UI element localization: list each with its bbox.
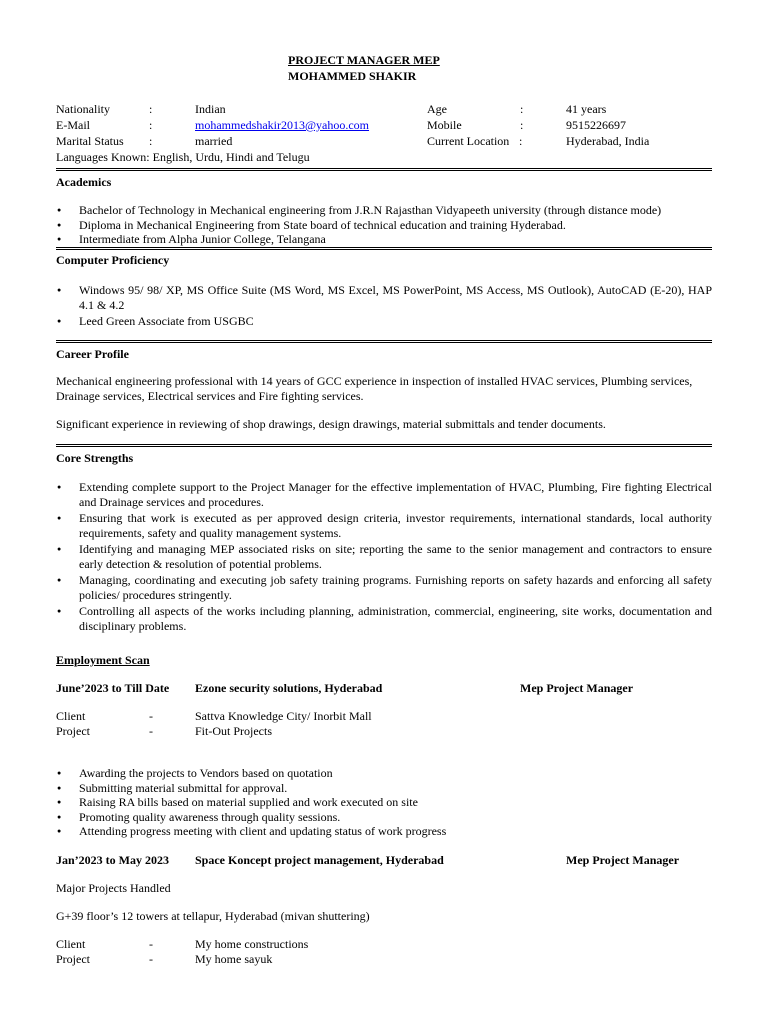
list-item: ● Diploma in Mechanical Engineering from State board of technical education and training Hyderabad. bbox=[56, 218, 712, 233]
projects-heading: Major Projects Handled bbox=[56, 881, 171, 895]
job-period: Jan’2023 to May 2023 bbox=[56, 853, 169, 867]
mobile-label: Mobile bbox=[427, 118, 462, 132]
job-company: Space Koncept project management, Hyderabad bbox=[195, 853, 444, 867]
detail-row bbox=[56, 724, 712, 739]
list-item: ● Identifying and managing MEP associated risks on site; reporting the same to the senior management and contractors to ensure early detection & resolution of potential problems. bbox=[56, 542, 712, 571]
duties-list bbox=[56, 766, 712, 839]
job-period: June’2023 to Till Date bbox=[56, 681, 170, 695]
academics-heading: Academics bbox=[56, 175, 112, 189]
list-item: ● Extending complete support to the Project Manager for the effective implementation of HVAC, Plumbing, Fire fighting Electrical and Drainage services and procedures. bbox=[56, 480, 712, 509]
marital-sep: : bbox=[149, 134, 153, 148]
strengths-heading: Core Strengths bbox=[56, 451, 134, 465]
nationality-value: Indian bbox=[195, 102, 226, 116]
job-details bbox=[56, 709, 712, 738]
location-sep: : bbox=[519, 134, 523, 148]
career-paragraph: Mechanical engineering professional with 14 years of GCC experience in inspection of installed HVAC services, Plumbing services, Drainage services, Electrical services and Fire fighting services. bbox=[56, 374, 693, 403]
computer-list bbox=[56, 283, 712, 331]
personal-row bbox=[56, 133, 712, 149]
job-role: Mep Project Manager bbox=[566, 853, 680, 867]
list-item: ● Managing, coordinating and executing job safety training programs. Furnishing reports on safety hazards and enforcing all safety policies/ procedures stringently. bbox=[56, 573, 712, 602]
project-sep: - bbox=[149, 723, 153, 738]
list-item: ● Windows 95/ 98/ XP, MS Office Suite (MS Word, MS Excel, MS PowerPoint, MS Access, MS Outlook), AutoCAD (E-20), HAP 4.1 & 4.2 bbox=[56, 283, 712, 312]
academics-list bbox=[56, 203, 712, 247]
list-item: ● Intermediate from Alpha Junior College, Telangana bbox=[56, 232, 712, 247]
list-item: ● Awarding the projects to Vendors based on quotation bbox=[56, 766, 712, 781]
project-label: Project bbox=[56, 723, 90, 738]
list-item: ● Ensuring that work is executed as per approved design criteria, investor requirements, international standards, local authority requirements, safety and quality management systems. bbox=[56, 511, 712, 540]
job-role: Mep Project Manager bbox=[520, 681, 634, 695]
career-paragraph: Significant experience in reviewing of shop drawings, design drawings, material submittals and tender documents. bbox=[56, 417, 606, 431]
section-divider bbox=[56, 340, 712, 343]
project-label: Project bbox=[56, 951, 90, 966]
mobile-value: 9515226697 bbox=[566, 118, 626, 132]
languages: Languages Known: English, Urdu, Hindi and Telugu bbox=[56, 150, 310, 164]
personal-row bbox=[56, 101, 712, 117]
mobile-sep: : bbox=[520, 118, 524, 132]
section-divider bbox=[56, 247, 712, 250]
list-item: ● Raising RA bills based on material supplied and work executed on site bbox=[56, 795, 712, 810]
location-label: Current Location bbox=[427, 134, 510, 148]
list-item: ● Promoting quality awareness through quality sessions. bbox=[56, 810, 712, 825]
job-company: Ezone security solutions, Hyderabad bbox=[195, 681, 383, 695]
client-value: My home constructions bbox=[195, 937, 309, 951]
list-item: ● Attending progress meeting with client and updating status of work progress bbox=[56, 824, 712, 839]
personal-row bbox=[56, 117, 712, 133]
detail-row bbox=[56, 709, 712, 724]
job-header bbox=[56, 853, 712, 869]
project-sep: - bbox=[149, 951, 153, 966]
list-item: ● Controlling all aspects of the works including planning, administration, commercial, engineering, site works, documentation and disciplinary problems. bbox=[56, 604, 712, 633]
employment-heading: Employment Scan bbox=[56, 653, 150, 667]
strengths-list bbox=[56, 480, 712, 635]
client-sep: - bbox=[149, 937, 153, 951]
project-value: My home sayuk bbox=[195, 951, 273, 966]
email-label: E-Mail bbox=[56, 118, 90, 132]
candidate-name: MOHAMMED SHAKIR bbox=[288, 69, 417, 83]
job-title: PROJECT MANAGER MEP bbox=[288, 53, 440, 67]
age-sep: : bbox=[520, 102, 524, 116]
email-link[interactable]: mohammedshakir2013@yahoo.com bbox=[195, 118, 370, 132]
job-details bbox=[56, 937, 712, 966]
marital-label: Marital Status bbox=[56, 134, 124, 148]
client-label: Client bbox=[56, 709, 86, 723]
project-value: Fit-Out Projects bbox=[195, 723, 272, 738]
nationality-label: Nationality bbox=[56, 102, 110, 116]
personal-details bbox=[56, 101, 712, 165]
career-heading: Career Profile bbox=[56, 347, 129, 361]
age-label: Age bbox=[427, 102, 447, 116]
client-sep: - bbox=[149, 709, 153, 723]
list-item: ● Submitting material submittal for approval. bbox=[56, 781, 712, 796]
section-divider bbox=[56, 444, 712, 447]
nationality-sep: : bbox=[149, 102, 153, 116]
list-item: ● Leed Green Associate from USGBC bbox=[56, 314, 712, 329]
location-value: Hyderabad, India bbox=[566, 134, 650, 148]
personal-row bbox=[56, 149, 712, 165]
client-label: Client bbox=[56, 937, 86, 951]
title-block bbox=[288, 52, 440, 84]
email-sep: : bbox=[149, 118, 153, 132]
marital-value: married bbox=[195, 134, 233, 148]
section-divider bbox=[56, 168, 712, 171]
age-value: 41 years bbox=[566, 102, 607, 116]
project-description: G+39 floor’s 12 towers at tellapur, Hyderabad (mivan shuttering) bbox=[56, 909, 370, 923]
client-value: Sattva Knowledge City/ Inorbit Mall bbox=[195, 709, 372, 723]
detail-row bbox=[56, 937, 712, 952]
job-header bbox=[56, 681, 712, 697]
computer-heading: Computer Proficiency bbox=[56, 253, 170, 267]
list-item: ● Bachelor of Technology in Mechanical engineering from J.R.N Rajasthan Vidyapeeth university (through distance mode) bbox=[56, 203, 712, 218]
detail-row bbox=[56, 952, 712, 967]
